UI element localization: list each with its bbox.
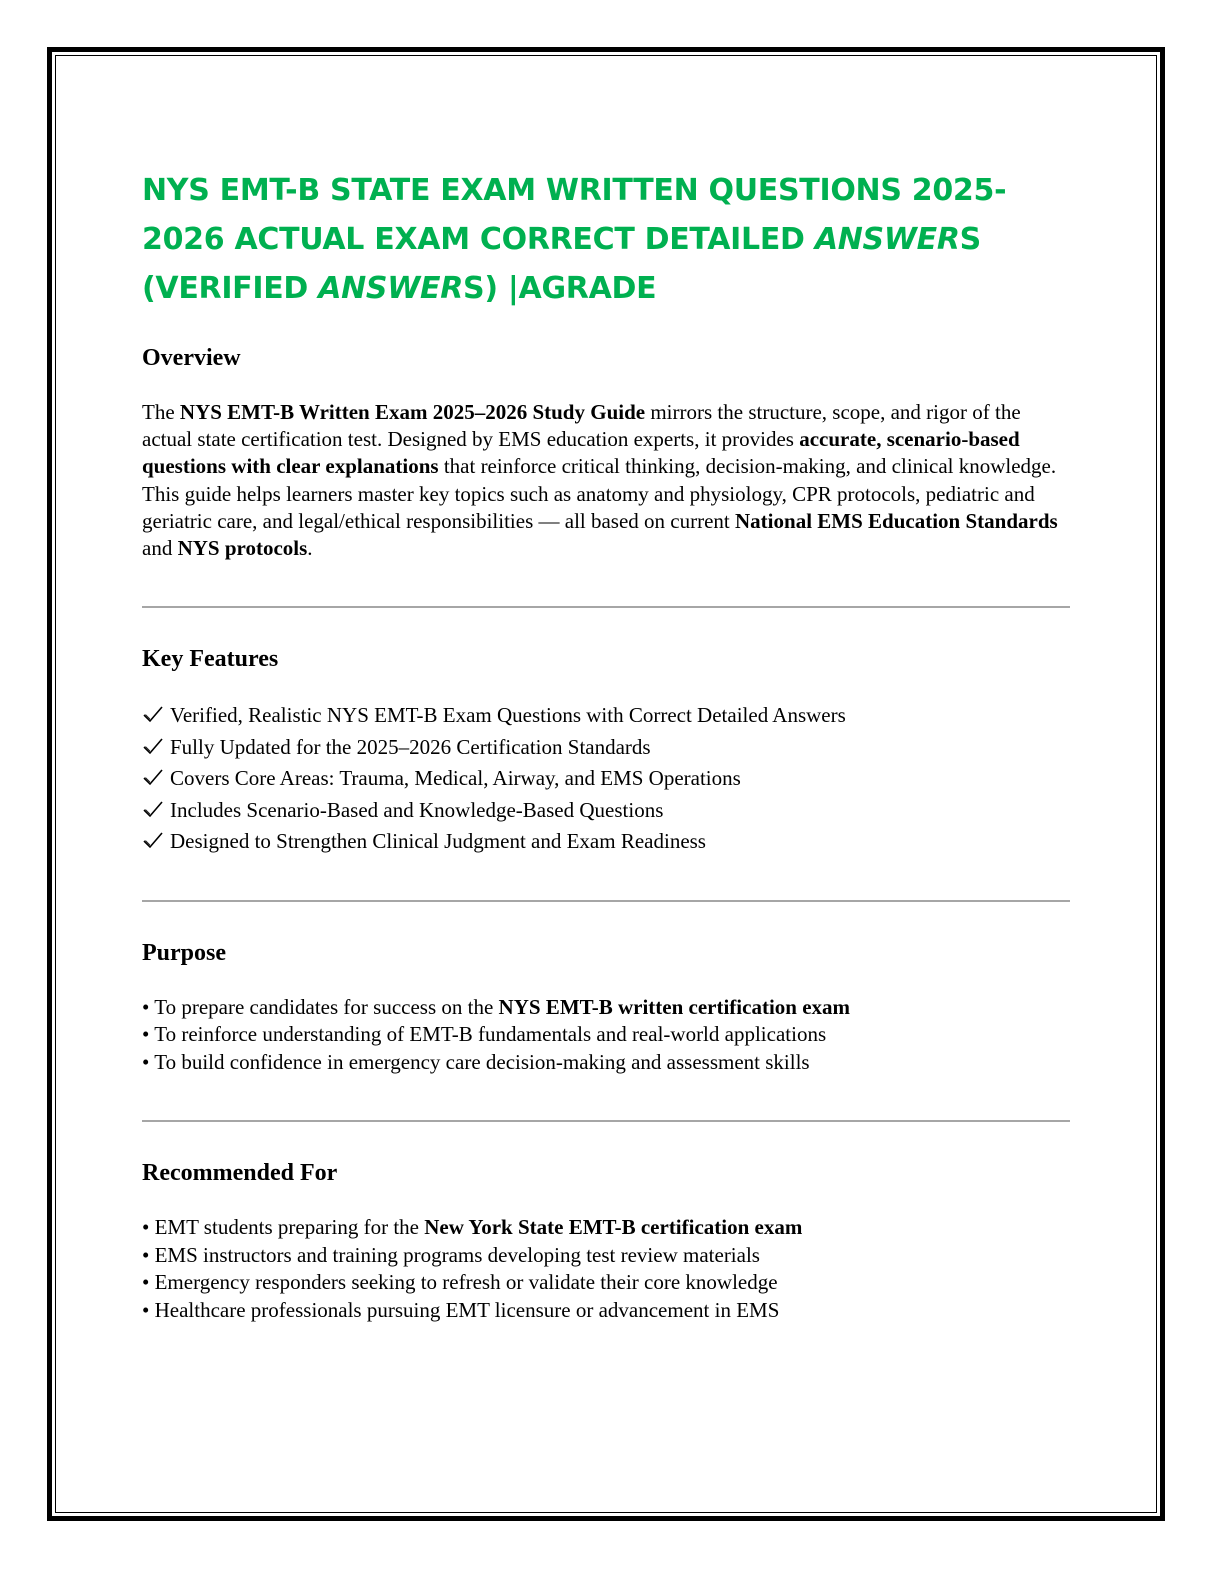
recommended-heading: Recommended For — [142, 1160, 338, 1187]
feature-item-text: Covers Core Areas: Trauma, Medical, Airway, and EMS Operations — [170, 766, 741, 791]
recommended-item-bold: New York State EMT-B certification exam — [424, 1215, 803, 1240]
purpose-item-text: To build confidence in emergency care decision-making and assessment skills — [149, 1049, 810, 1074]
overview-paragraph — [142, 399, 1072, 562]
bullet: • — [142, 994, 150, 1019]
feature-item — [142, 763, 1072, 795]
overview-text-2: mirrors the structure, scope, and rigor of the actual state certification test. Designed by EMS education experts, it provides — [142, 400, 1021, 452]
title-line-1: NYS EMT-B STATE EXAM WRITTEN QUESTIONS 2025- — [142, 173, 1007, 208]
title-line-3c: S) |AGRADE — [463, 271, 657, 306]
bullet: • — [142, 1022, 150, 1047]
features-list — [142, 700, 1072, 858]
bullet: • — [142, 1242, 150, 1267]
recommended-item-text: EMT students preparing for the — [149, 1215, 425, 1240]
feature-item — [142, 700, 1072, 732]
purpose-item — [142, 1049, 1072, 1077]
title-line-2a: 2026 ACTUAL EXAM CORRECT DETAILED — [142, 222, 815, 257]
feature-item-text: Designed to Strengthen Clinical Judgment and Exam Readiness — [170, 829, 706, 854]
bullet: • — [142, 1215, 150, 1240]
overview-heading: Overview — [142, 345, 241, 371]
feature-item-text: Includes Scenario-Based and Knowledge-Based Questions — [170, 797, 664, 822]
recommended-item-text: EMS instructors and training programs developing test review materials — [149, 1242, 760, 1267]
feature-item-text: Fully Updated for the 2025–2026 Certification Standards — [170, 734, 651, 759]
purpose-item-bold: NYS EMT-B written certification exam — [498, 994, 851, 1019]
title-line-3b: ANSWER — [318, 271, 464, 306]
purpose-item-text: To reinforce understanding of EMT-B fundamentals and real-world applications — [149, 1022, 827, 1047]
recommended-item — [142, 1242, 1072, 1270]
purpose-heading: Purpose — [142, 939, 226, 966]
title-line-2c: S — [959, 222, 981, 257]
recommended-list — [142, 1214, 1072, 1324]
overview-text-4: and — [142, 536, 178, 561]
overview-text-1: The — [142, 400, 180, 424]
overview-bold-4: NYS protocols — [177, 536, 308, 561]
overview-text-3: that reinforce critical thinking, decision-making, and clinical knowledge. This guide helps learners master key topics such as anatomy and physiology, CPR protocols, pediatric and geriatric care, and legal/ethical responsibilities — all based on current — [142, 454, 1057, 533]
purpose-item-text: To prepare candidates for success on the — [149, 994, 499, 1019]
divider — [142, 1120, 1070, 1122]
recommended-item — [142, 1297, 1072, 1325]
feature-item — [142, 732, 1072, 764]
checkmark-icon — [142, 705, 164, 723]
checkmark-icon — [142, 800, 164, 818]
divider — [142, 900, 1070, 902]
overview-bold-1: NYS EMT-B Written Exam 2025–2026 Study Guide — [179, 400, 646, 424]
overview-text-5: . — [307, 536, 313, 561]
document-title — [142, 166, 1072, 313]
document-body — [142, 166, 1072, 1324]
recommended-item-text: Healthcare professionals pursuing EMT licensure or advancement in EMS — [149, 1297, 780, 1322]
bullet: • — [142, 1270, 150, 1295]
recommended-item — [142, 1214, 1072, 1242]
feature-item — [142, 826, 1072, 858]
feature-item-text: Verified, Realistic NYS EMT-B Exam Questions with Correct Detailed Answers — [170, 703, 846, 728]
title-line-2b: ANSWER — [814, 222, 960, 257]
checkmark-icon — [142, 768, 164, 786]
recommended-item — [142, 1269, 1072, 1297]
bullet: • — [142, 1049, 150, 1074]
checkmark-icon — [142, 737, 164, 755]
purpose-item — [142, 994, 1072, 1022]
overview-bold-2: accurate, scenario-based questions with clear explanations — [142, 427, 1020, 479]
purpose-list — [142, 994, 1072, 1077]
feature-item — [142, 795, 1072, 827]
recommended-item-text: Emergency responders seeking to refresh or validate their core knowledge — [149, 1270, 778, 1295]
features-heading: Key Features — [142, 646, 279, 673]
title-line-3a: (VERIFIED — [142, 271, 319, 306]
bullet: • — [142, 1297, 150, 1322]
checkmark-icon — [142, 831, 164, 849]
overview-bold-3: National EMS Education Standards — [735, 508, 1058, 533]
purpose-item — [142, 1021, 1072, 1049]
divider — [142, 606, 1070, 608]
